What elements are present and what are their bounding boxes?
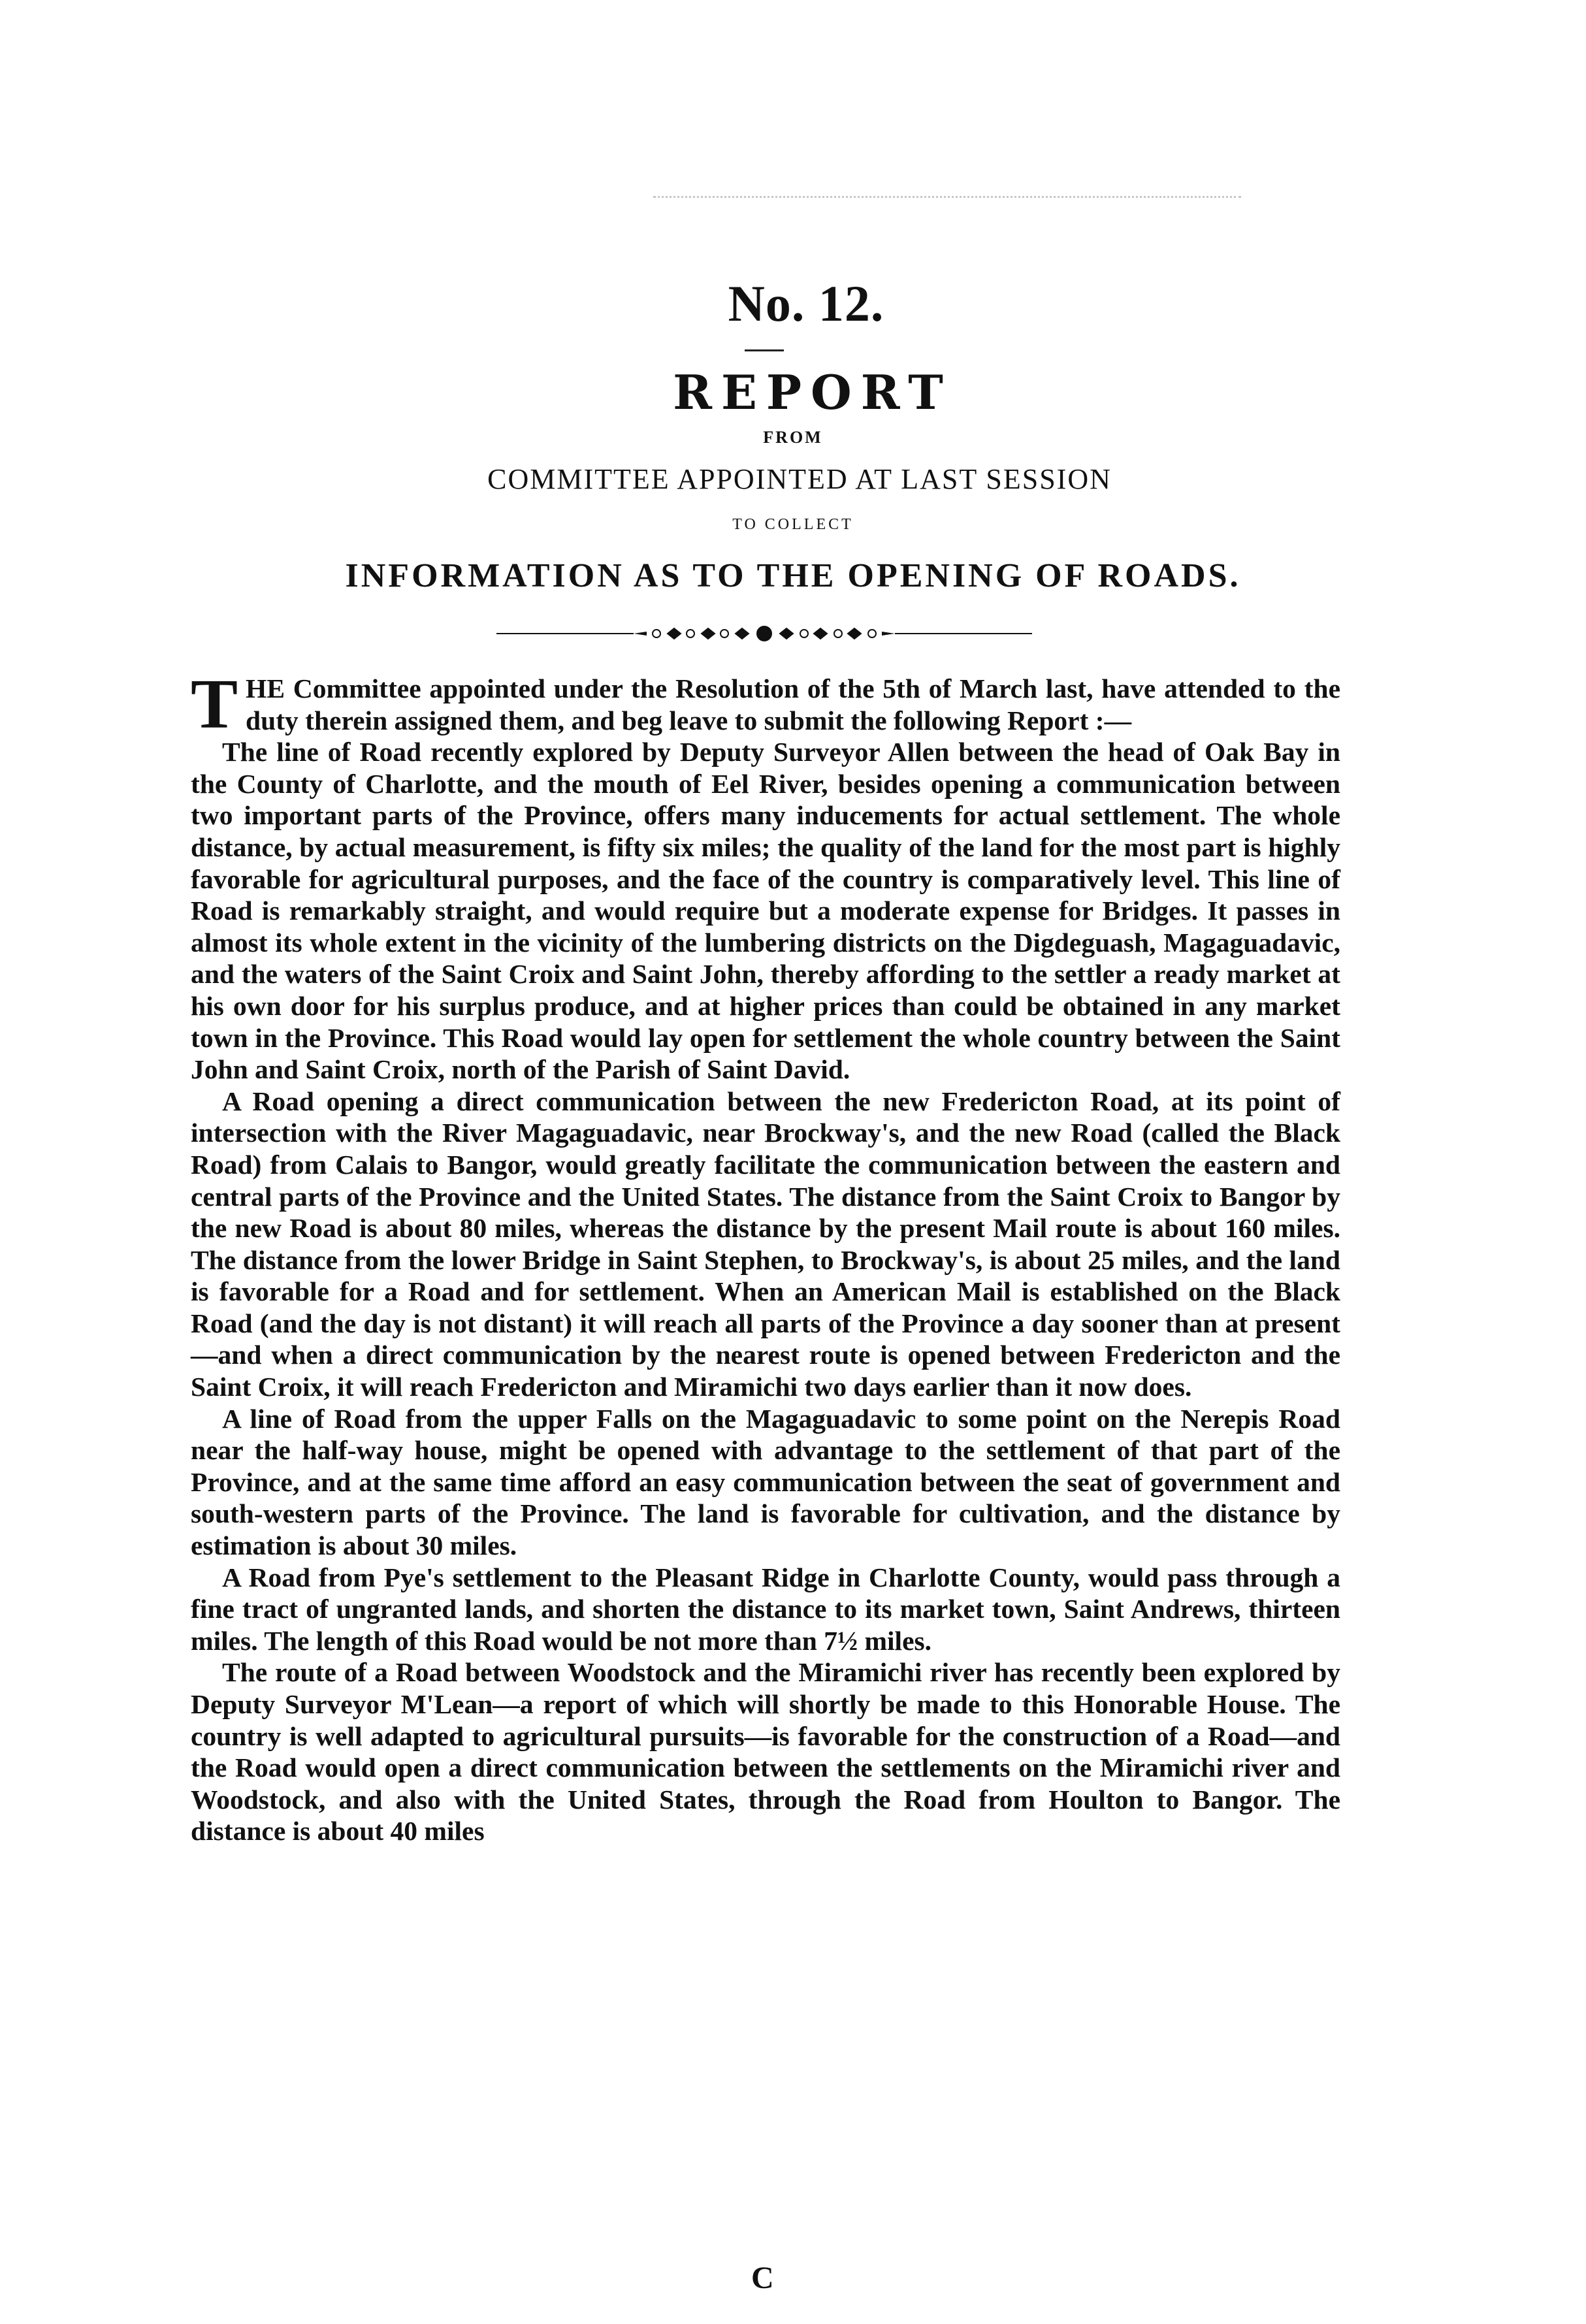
paragraph-oak-bay-road: The line of Road recently explored by Deputy Surveyor Allen between the head of Oak Bay in the County of Charlotte, and the mouth of Eel River, besides opening a communication between two important parts of the Province, offers many inducements for actual settlement. The whole distance, by actual measurement, is fifty six miles; the quality of the land for the most part is highly favorable for agricultural purposes, and the face of the country is comparatively level. This line of Road is remarkably straight, and would require but a moderate expense for Bridges. It passes in almost its whole extent in the vicinity of the lumbering districts on the Digdeguash, Magaguadavic, and the waters of the Saint Croix and Saint John, thereby affording to the settler a ready market at his own door for his surplus produce, and at higher prices than could be obtained in any market town in the Province. This Road would lay open for settlement the whole country between the Saint John and Saint Croix, north of the Parish of Saint David. (191, 737, 1340, 1085)
paragraph-woodstock-miramichi: The route of a Road between Woodstock and the Miramichi river has recently been explored by Deputy Surveyor M'Lean—a report of which will shortly be made to this Honorable House. The country is well adapted to agricultural pursuits—is favorable for the construction of a Road—and the Road would open a direct communication between the settlements on the Miramichi river and Woodstock, and also with the United States, through the Road from Houlton to Bangor. The distance is about 40 miles (191, 1657, 1340, 1847)
paragraph-nerepis-road: A line of Road from the upper Falls on the Magaguadavic to some point on the Nerepis Road near the half-way house, might be opened with advantage to the settlement of that part of the Province, and at the same time afford an easy communication between the seat of government and south-western parts of the Province. The land is favorable for cultivation, and the distance by estimation is about 30 miles. (191, 1403, 1340, 1561)
signature-mark: C (751, 2261, 774, 2295)
report-heading: REPORT (673, 364, 952, 420)
ornamental-rule (496, 621, 1032, 647)
report-body (191, 666, 1340, 1847)
scan-speckle (653, 196, 1241, 218)
paragraph-pyes-settlement: A Road from Pye's settlement to the Pleasant Ridge in Charlotte County, would pass through a fine tract of ungranted lands, and shorten the distance to its market town, Saint Andrews, thirteen miles. The length of this Road would be not more than 7½ miles. (191, 1562, 1340, 1656)
paragraph-black-road: A Road opening a direct communication between the new Fredericton Road, at its point of intersection with the River Magaguadavic, near Brockway's, and the new Road (called the Black Road) from Calais to Bangor, would greatly facilitate the communication between the eastern and central parts of the Province and the United States. The distance from the Saint Croix to Bangor by the new Road is about 80 miles, whereas the distance by the present Mail route is about 160 miles. The distance from the lower Bridge in Saint Stephen, to Brockway's, is about 25 miles, and the land is favorable for a Road and for settlement. When an American Mail is established on the Black Road (and the day is not distant) it will reach all parts of the Province a day sooner than at present—and when a direct communication by the nearest route is opened between Fredericton and the Saint Croix, it will reach Fredericton and Miramichi two days earlier than it now does. (191, 1086, 1340, 1402)
information-title: INFORMATION AS TO THE OPENING OF ROADS. (345, 557, 1241, 594)
paragraph-text: HE Committee appointed under the Resolution of the 5th of March last, have attended to the duty therein assigned them, and beg leave to submit the following Report :— (246, 673, 1340, 735)
committee-line: COMMITTEE APPOINTED AT LAST SESSION (487, 463, 1112, 495)
from-line: FROM (763, 428, 823, 447)
drop-cap: T (191, 666, 238, 743)
document-number: No. 12. (728, 275, 884, 332)
paragraph-intro (191, 666, 1340, 743)
to-collect-line: TO COLLECT (732, 516, 854, 533)
number-rule (745, 349, 784, 351)
